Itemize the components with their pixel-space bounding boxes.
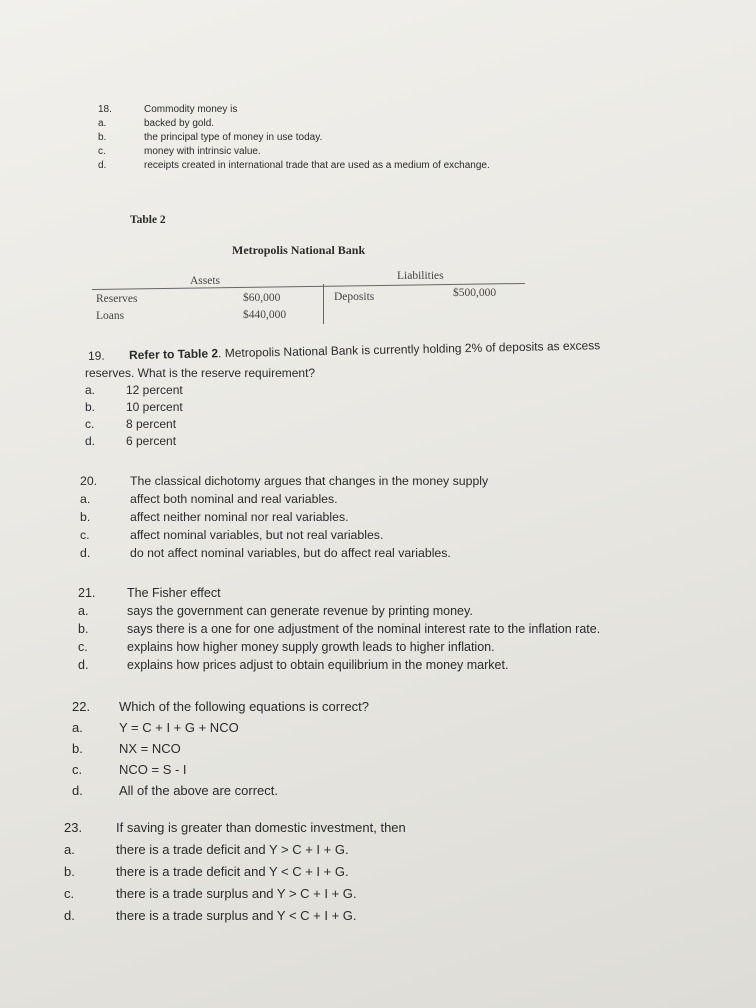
question-22 — [72, 696, 369, 801]
option-text: there is a trade deficit and Y < C + I + G. — [116, 864, 349, 879]
question-23 — [64, 817, 406, 927]
option-letter: d. — [78, 658, 89, 672]
option-letter: c. — [64, 886, 75, 901]
option-letter: d. — [80, 546, 91, 560]
deposits-label: Deposits — [334, 291, 375, 303]
loans-value: $440,000 — [243, 309, 287, 321]
option-letter: d. — [85, 434, 96, 448]
question-stem-bold: Refer to Table 2 — [128, 346, 219, 363]
option-letter: d. — [72, 783, 83, 798]
option-letter: a. — [72, 720, 83, 735]
option-letter: b. — [85, 400, 96, 414]
question-number: 21. — [78, 586, 96, 600]
option-letter: c. — [80, 528, 90, 542]
question-stem: The classical dichotomy argues that changes in the money supply — [130, 474, 489, 488]
option-text: do not affect nominal variables, but do affect real variables. — [130, 546, 451, 560]
reserves-label: Reserves — [96, 293, 138, 305]
option-text: there is a trade surplus and Y > C + I + G. — [116, 886, 357, 901]
table-caption: Table 2 — [130, 214, 166, 226]
question-number: 20. — [80, 474, 98, 488]
question-18 — [98, 103, 490, 173]
option-letter: d. — [98, 160, 107, 171]
option-letter: b. — [98, 132, 107, 143]
bank-title: Metropolis National Bank — [232, 243, 366, 257]
question-number: 19. — [87, 348, 105, 363]
question-stem: . Metropolis National Bank is currently holding 2% of deposits as excess — [217, 338, 601, 361]
option-text: says there is a one for one adjustment of the nominal interest rate to the inflation rate. — [127, 622, 601, 636]
option-text: NX = NCO — [119, 741, 181, 756]
option-text: the principal type of money in use today. — [144, 132, 323, 143]
option-text: explains how prices adjust to obtain equilibrium in the money market. — [127, 658, 509, 672]
option-letter: b. — [64, 864, 75, 879]
option-text: affect nominal variables, but not real variables. — [130, 528, 384, 542]
question-number: 18. — [98, 104, 112, 115]
option-text: 8 percent — [126, 417, 177, 431]
option-letter: a. — [64, 842, 75, 857]
option-text: money with intrinsic value. — [144, 146, 261, 157]
option-letter: b. — [78, 622, 89, 636]
option-letter: a. — [78, 604, 89, 618]
option-letter: c. — [78, 640, 88, 654]
option-text: there is a trade deficit and Y > C + I + G. — [116, 842, 349, 857]
table-divider-vertical — [323, 284, 324, 324]
option-text: 10 percent — [126, 400, 183, 414]
option-letter: b. — [80, 510, 91, 524]
deposits-value: $500,000 — [453, 287, 497, 299]
question-stem-line2: reserves. What is the reserve requirement? — [85, 366, 316, 380]
reserves-value: $60,000 — [243, 292, 281, 304]
option-letter: c. — [72, 762, 83, 777]
question-21 — [78, 584, 600, 674]
option-text: says the government can generate revenue by printing money. — [127, 604, 473, 618]
option-text: 6 percent — [126, 434, 177, 448]
option-text: Y = C + I + G + NCO — [119, 720, 239, 735]
question-number: 22. — [72, 699, 91, 714]
option-text: NCO = S - I — [119, 762, 187, 777]
question-stem: Which of the following equations is correct? — [119, 699, 370, 714]
option-letter: c. — [98, 146, 106, 157]
option-letter: b. — [72, 741, 83, 756]
option-text: 12 percent — [126, 383, 183, 397]
question-20 — [80, 472, 488, 562]
option-text: explains how higher money supply growth leads to higher inflation. — [127, 640, 495, 654]
loans-label: Loans — [96, 310, 125, 322]
option-text: affect neither nominal nor real variables. — [130, 510, 349, 524]
question-stem: The Fisher effect — [127, 586, 221, 600]
option-text: there is a trade surplus and Y < C + I + G. — [116, 908, 357, 923]
question-number: 23. — [64, 820, 83, 835]
liabilities-header: Liabilities — [397, 270, 444, 282]
option-text: All of the above are correct. — [119, 783, 278, 798]
option-letter: d. — [64, 908, 75, 923]
question-stem: Commodity money is — [144, 104, 238, 115]
assets-header: Assets — [190, 275, 221, 287]
option-letter: a. — [85, 383, 96, 397]
option-text: receipts created in international trade that are used as a medium of exchange. — [144, 160, 490, 171]
option-letter: a. — [80, 492, 91, 506]
question-stem: If saving is greater than domestic investment, then — [116, 820, 406, 835]
option-letter: c. — [85, 417, 95, 431]
option-text: affect both nominal and real variables. — [130, 492, 338, 506]
option-letter: a. — [98, 118, 107, 129]
question-19 — [85, 338, 601, 450]
option-text: backed by gold. — [144, 118, 215, 129]
